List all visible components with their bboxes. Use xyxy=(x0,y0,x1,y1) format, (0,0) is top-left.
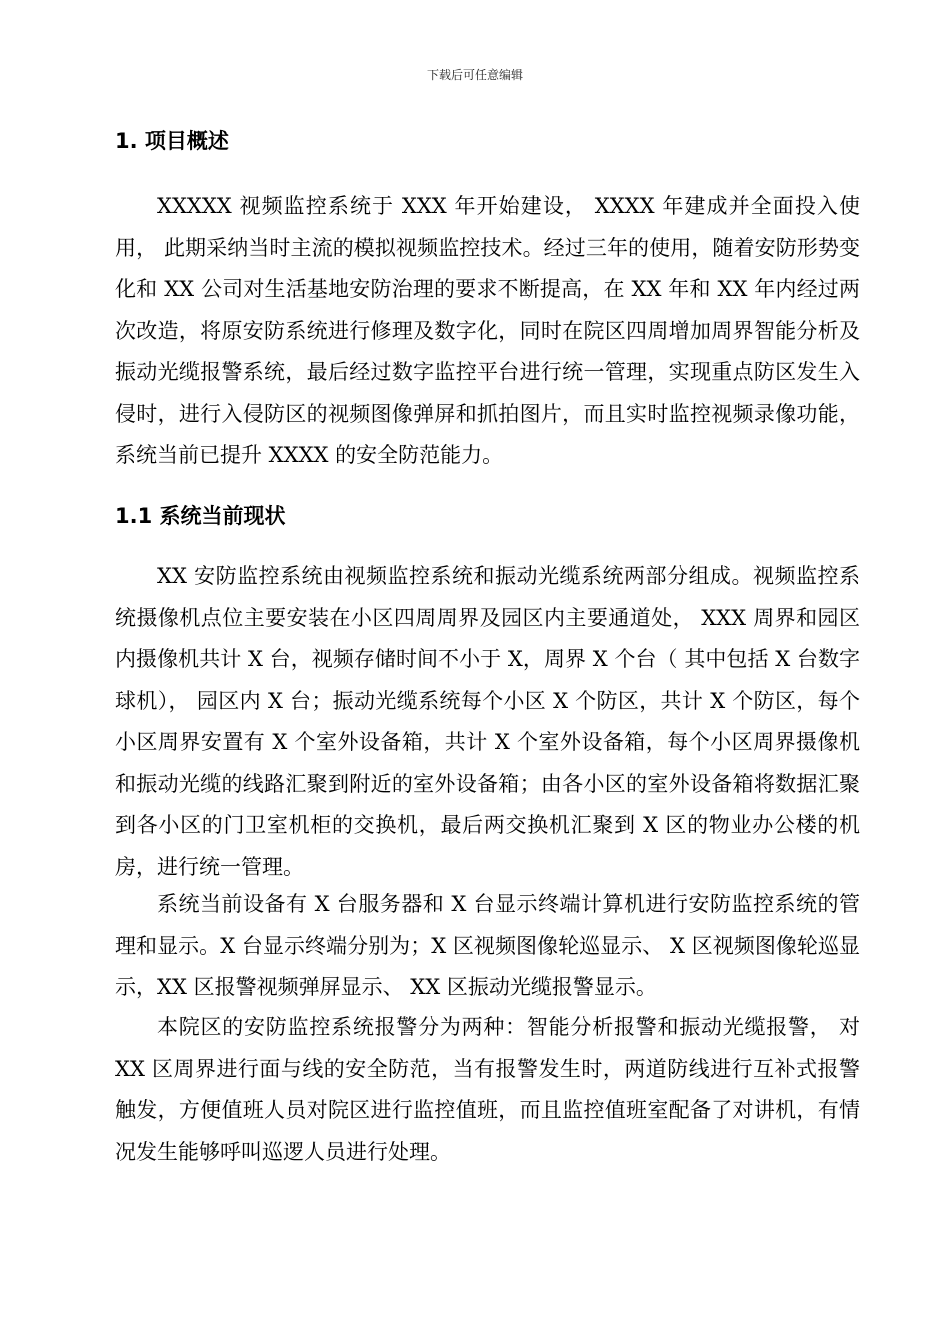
status-paragraph-1: XX 安防监控系统由视频监控系统和振动光缆系统两部分组成。视频监控系统摄像机点位主要安装在小区四周周界及园区内主要通道处， XXX 周界和园区内摄像机共计 X 台，视频存储时间不小于 X，周界 X 个台（ 其中包括 X 台数字球机）， 园区内 X 台；振动光缆系统每个小区 X 个防区，共计 X 个防区，每个小区周界安置有 X 个室外设备箱，共计 X 个室外设备箱，每个小区周界摄像机和振动光缆的线路汇聚到附近的室外设备箱；由各小区的室外设备箱将数据汇聚到各小区的门卫室机柜的交换机，最后两交换机汇聚到 X 区的物业办公楼的机房，进行统一管理。 xyxy=(115,564,860,879)
status-paragraph-2: 系统当前设备有 X 台服务器和 X 台显示终端计算机进行安防监控系统的管理和显示。X 台显示终端分别为；X 区视频图像轮巡显示、 X 区视频图像轮巡显示，XX 区报警视频弹屏显示、 XX 区振动光缆报警显示。 xyxy=(115,892,860,999)
status-paragraph-3: 本院区的安防监控系统报警分为两种：智能分析报警和振动光缆报警， 对 XX 区周界进行面与线的安全防范，当有报警发生时，两道防线进行互补式报警触发，方便值班人员对院区进行监控值班，而且监控值班室配备了对讲机，有情况发生能够呼叫巡逻人员进行处理。 xyxy=(115,1015,860,1164)
section-heading-overview: 1. 项目概述 xyxy=(115,129,229,153)
section-heading-current-status: 1.1 系统当前现状 xyxy=(115,504,286,528)
overview-paragraph: XXXXX 视频监控系统于 XXX 年开始建设， XXXX 年建成并全面投入使用， 此期采纳当时主流的模拟视频监控技术。经过三年的使用，随着安防形势变化和 XX 公司对生活基地安防治理的要求不断提高，在 XX 年和 XX 年内经过两次改造，将原安防系统进行修理及数字化，同时在院区四周增加周界智能分析及振动光缆报警系统，最后经过数字监控平台进行统一管理，实现重点防区发生入侵时，进行入侵防区的视频图像弹屏和抓拍图片，而且实时监控视频录像功能，系统当前已提升 XXXX 的安全防范能力。 xyxy=(115,194,860,467)
page-header: 下载后可任意编辑 xyxy=(426,68,523,82)
